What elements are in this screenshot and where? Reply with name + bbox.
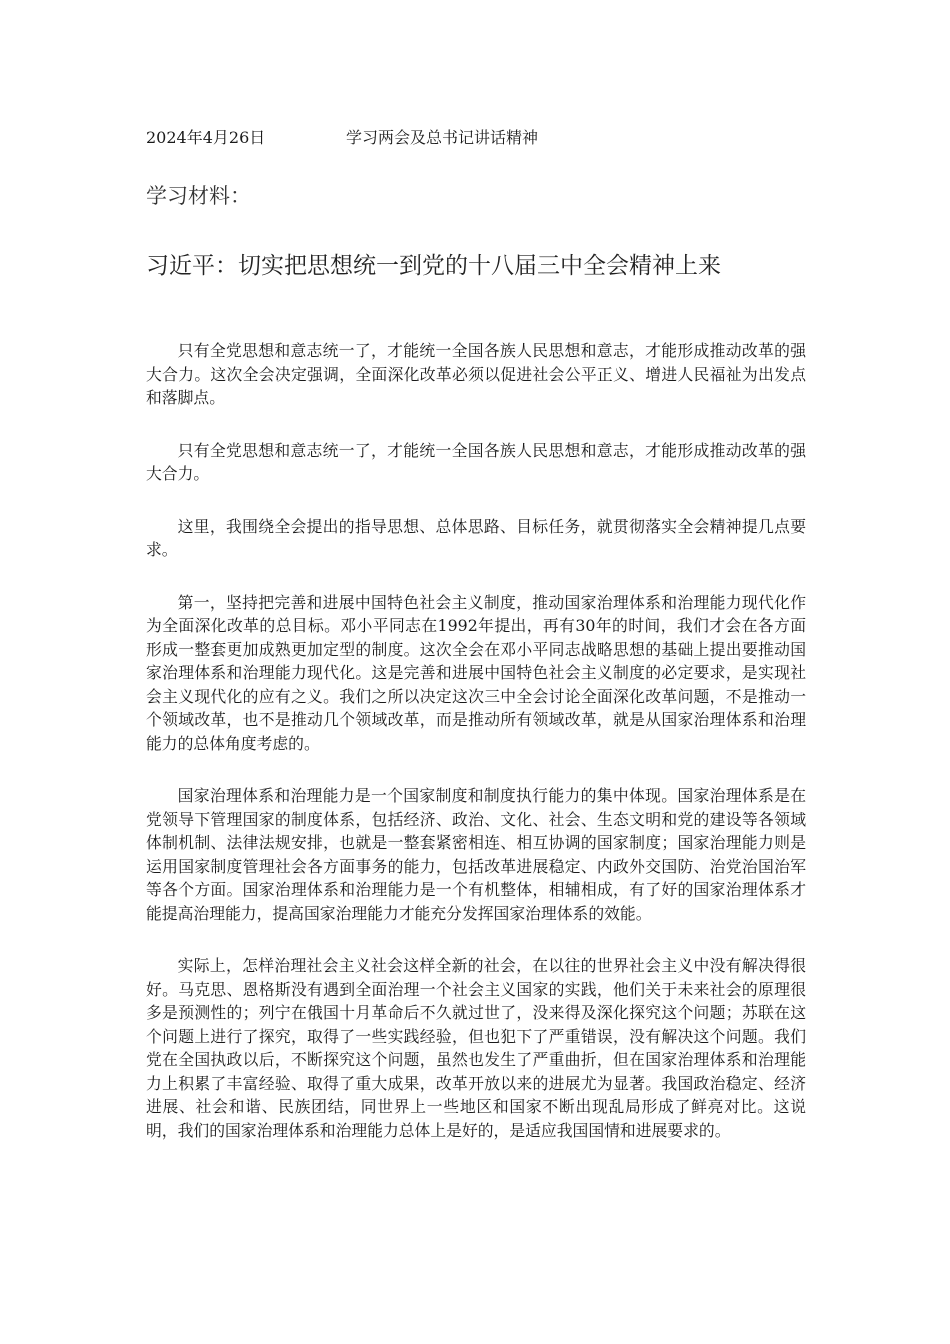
body-text: [146, 339, 806, 1171]
header-line: [146, 127, 538, 149]
paragraph-6: 实际上，怎样治理社会主义社会这样全新的社会，在以往的世界社会主义中没有解决得很好。马克思、恩格斯没有遇到全面治理一个社会主义国家的实践，他们关于未来社会的原理很多是预测性的；列宁在俄国十月革命后不久就过世了，没来得及深化探究这个问题；苏联在这个问题上进行了探究，取得了一些实践经验，但也犯下了严重错误，没有解决这个问题。我们党在全国执政以后，不断探究这个问题，虽然也发生了严重曲折，但在国家治理体系和治理能力上积累了丰富经验、取得了重大成果，改革开放以来的进展尤为显著。我国政治稳定、经济进展、社会和谐、民族团结，同世界上一些地区和国家不断出现乱局形成了鲜亮对比。这说明，我们的国家治理体系和治理能力总体上是好的，是适应我国国情和进展要求的。: [146, 956, 806, 1140]
paragraph-3: 这里，我围绕全会提出的指导思想、总体思路、目标任务，就贯彻落实全会精神提几点要求。: [146, 516, 806, 559]
header-topic: 学习两会及总书记讲话精神: [346, 128, 539, 147]
section-label: 学习材料：: [146, 184, 251, 208]
paragraph-4: 第一，坚持把完善和进展中国特色社会主义制度，推动国家治理体系和治理能力现代化作为全面深化改革的总目标。邓小平同志在1992年提出，再有30年的时间，我们才会在各方面形成一整套更加成熟更加定型的制度。这次全会在邓小平同志战略思想的基础上提出要推动国家治理体系和治理能力现代化。这是完善和进展中国特色社会主义制度的必定要求，是实现社会主义现代化的应有之义。我们之所以决定这次三中全会讨论全面深化改革问题，不是推动一个领域改革，也不是推动几个领域改革，而是推动所有领域改革，就是从国家治理体系和治理能力的总体角度考虑的。: [146, 592, 806, 753]
document-title: 习近平：切实把思想统一到党的十八届三中全会精神上来: [146, 253, 721, 279]
paragraph-5: 国家治理体系和治理能力是一个国家制度和制度执行能力的集中体现。国家治理体系是在党领导下管理国家的制度体系，包括经济、政治、文化、社会、生态文明和党的建设等各领域体制机制、法律法规安排，也就是一整套紧密相连、相互协调的国家制度；国家治理能力则是运用国家制度管理社会各方面事务的能力，包括改革进展稳定、内政外交国防、治党治国治军等各个方面。国家治理体系和治理能力是一个有机整体，相辅相成，有了好的国家治理体系才能提高治理能力，提高国家治理能力才能充分发挥国家治理体系的效能。: [146, 786, 806, 923]
paragraph-1: 只有全党思想和意志统一了，才能统一全国各族人民思想和意志，才能形成推动改革的强大合力。这次全会决定强调，全面深化改革必须以促进社会公平正义、增进人民福祉为出发点和落脚点。: [146, 341, 806, 407]
header-date: 2024年4月26日: [146, 128, 266, 147]
paragraph-2: 只有全党思想和意志统一了，才能统一全国各族人民思想和意志，才能形成推动改革的强大合力。: [146, 440, 806, 483]
